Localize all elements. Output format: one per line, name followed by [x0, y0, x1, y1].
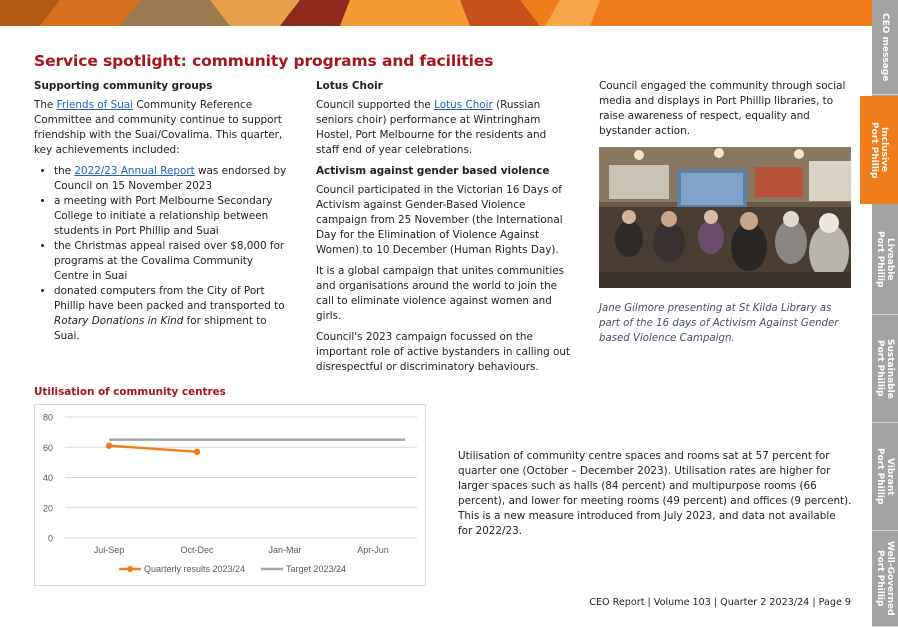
lotus-choir-link[interactable]: Lotus Choir: [434, 99, 493, 111]
column-community-engagement: [599, 79, 851, 346]
section-heading: Supporting community groups: [34, 80, 213, 92]
paragraph: It is a global campaign that unites communities and organisations around the world to join the call to eliminate violence against women and girls.: [316, 265, 565, 322]
x-tick-label: Apr-Jun: [357, 545, 389, 555]
list-item: • the Christmas appeal raised over $8,000 for programs at the Covalima Community Centre in Suai: [54, 239, 290, 284]
data-point: [194, 449, 200, 455]
tab-label: CEO message: [880, 12, 890, 82]
annual-report-link[interactable]: 2022/23 Annual Report: [74, 165, 195, 177]
legend-marker: [127, 566, 133, 572]
utilisation-chart: [34, 404, 426, 586]
text: donated computers from the City of Port Phillip have been packed and transported to: [54, 285, 285, 312]
tab-label: Vibrant Port Phillip: [875, 448, 895, 505]
intro-paragraph: [34, 98, 290, 158]
text: Community Reference Committee and community continue to support friendship with the Suai/Covalima. This quarter, key achievements included:: [34, 99, 283, 156]
header-banner: [0, 0, 872, 26]
list-item: [54, 284, 290, 344]
tab-label: Well-Governed Port Phillip: [875, 541, 895, 616]
library-event-photo: [599, 147, 851, 288]
list-item: • a meeting with Port Melbourne Secondary College to initiate a relationship between students in Port Phillip and Suai: [54, 194, 290, 239]
section-heading: Activism against gender based violence: [316, 165, 550, 177]
y-tick-label: 0: [47, 533, 53, 544]
column-lotus-choir-activism: [316, 79, 572, 381]
tab-sustainable-port-phillip[interactable]: [872, 315, 898, 423]
text: for shipment to Suai.: [54, 315, 267, 342]
x-tick-label: Jan-Mar: [268, 545, 302, 555]
photo-caption: Jane Gilmore presenting at St Kilda Library as part of the 16 days of Activism Against Gender based Violence Campaign.: [599, 303, 839, 344]
paragraph: Council participated in the Victorian 16 Days of Activism against Gender-Based Violence campaign from 25 November (the International Day for the Elimination of Violence Against Women) to 10 December (Human Rights Day).: [316, 184, 563, 256]
tab-label: Inclusive Port Phillip: [869, 121, 889, 179]
tab-liveable-port-phillip[interactable]: [872, 205, 898, 315]
section-tabs: [869, 0, 898, 627]
legend-label: Target 2023/24: [286, 564, 347, 574]
section-heading: Lotus Choir: [316, 80, 383, 92]
page-title: Service spotlight: community programs and facilities: [34, 52, 494, 70]
series-line: [109, 446, 197, 452]
y-tick-label: 80: [42, 412, 53, 423]
y-tick-label: 60: [42, 442, 53, 453]
chart-title: Utilisation of community centres: [34, 386, 226, 398]
y-tick-label: 40: [42, 473, 53, 483]
text: the: [54, 165, 75, 177]
text: was endorsed by Council on 15 November 2023: [54, 165, 287, 192]
emphasis-text: Rotary Donations in Kind: [54, 315, 184, 327]
tab-inclusive-port-phillip[interactable]: [860, 96, 898, 204]
paragraph: Council engaged the community through social media and displays in Port Phillip libraries, to raise awareness of respect, equality and bystander action.: [599, 80, 846, 137]
column-supporting-community-groups: [34, 79, 290, 344]
chart-plot: [35, 405, 425, 585]
banner-graphic: [0, 0, 872, 26]
list-item: [54, 164, 290, 194]
tab-vibrant-port-phillip[interactable]: [872, 423, 898, 531]
tab-label: Liveable Port Phillip: [875, 231, 895, 288]
utilisation-paragraph: Utilisation of community centre spaces and rooms sat at 57 percent for quarter one (October – December 2023). Utilisation rates are higher for larger spaces such as halls (84 percent) and multipurpose rooms (66 percent), and lower for meeting rooms (49 percent) and offices (9 percent). This is a new measure introduced from July 2023, and data not available for 2022/23.: [458, 450, 852, 537]
legend-label: Quarterly results 2023/24: [144, 564, 246, 574]
tab-label: Sustainable Port Phillip: [875, 338, 895, 399]
text: Council supported the: [316, 99, 435, 111]
paragraph: [316, 98, 572, 158]
text: (Russian seniors choir) performance at Wintringham Hostel, Port Melbourne for the residents and staff end of year celebrations.: [316, 99, 547, 156]
data-point: [106, 443, 112, 449]
page-footer: CEO Report | Volume 103 | Quarter 2 2023/24 | Page 9: [589, 597, 851, 608]
text: The: [34, 99, 57, 111]
y-tick-label: 20: [42, 503, 53, 514]
x-tick-label: Jul-Sep: [93, 545, 125, 555]
friends-of-suai-link[interactable]: Friends of Suai: [56, 99, 134, 111]
x-tick-label: Oct-Dec: [180, 545, 214, 555]
tab-well-governed-port-phillip[interactable]: [872, 531, 898, 627]
tab-ceo-message[interactable]: [872, 0, 898, 95]
achievements-list: [34, 164, 290, 344]
paragraph: Council's 2023 campaign focussed on the important role of active bystanders in calling out disrespectful or discriminatory behaviours.: [316, 331, 571, 373]
